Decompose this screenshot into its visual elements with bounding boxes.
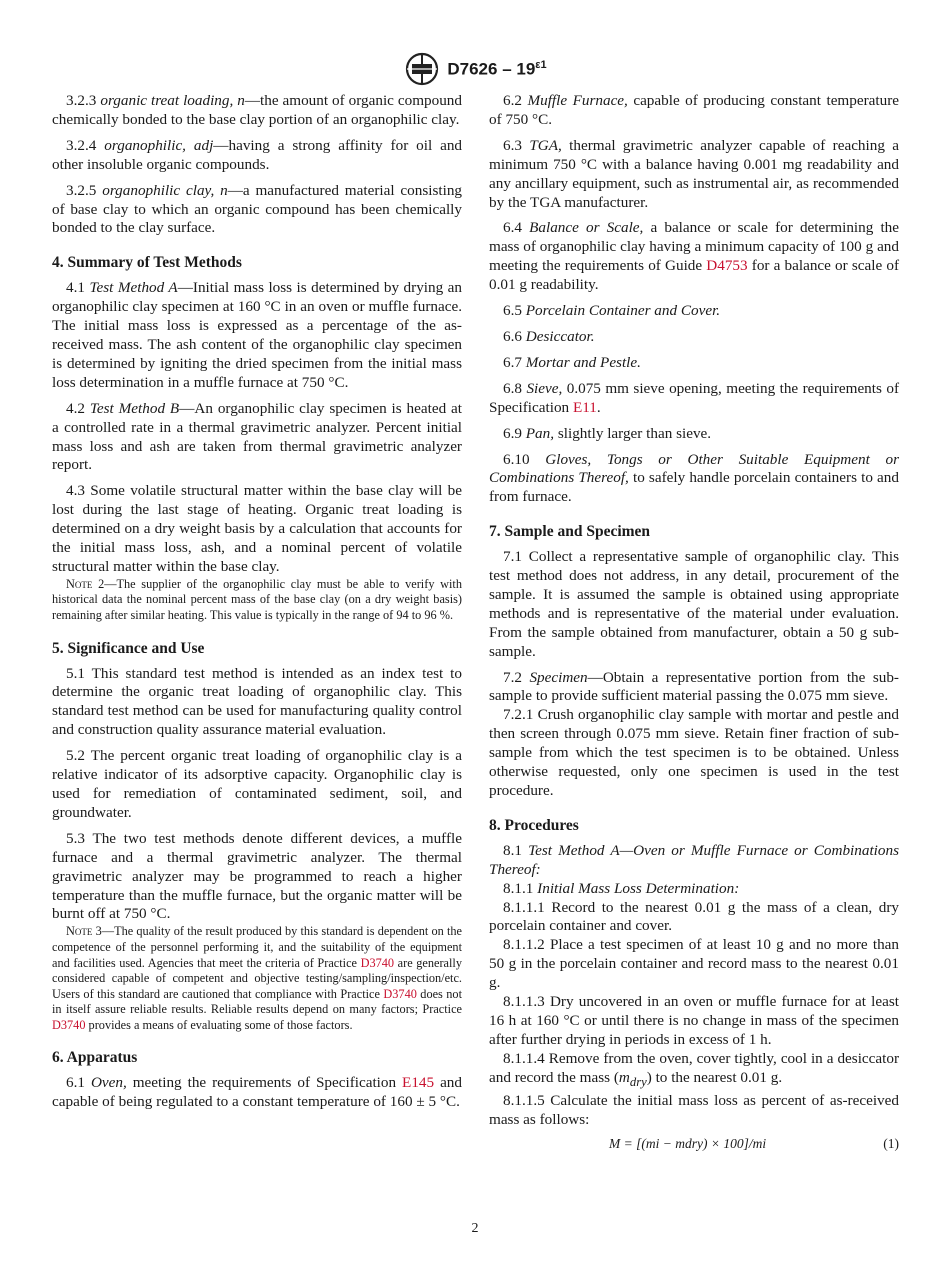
ref-link-d3740[interactable]: D3740 [360,955,395,970]
section-5-title: 5. Significance and Use [52,639,205,657]
designation: $D7626 - 19^{\varepsilon 1}$ [447,58,547,79]
equation-expression: M = [(mi − mdry) × 100]/mi [609,1136,767,1152]
para-7-2-1: 7.2.1 Crush organophilic clay sample with mortar and pestle and then screen through 0.075 mm sieve. Retain finer fraction of sub-sample from which the test specimen is to be obtained. Unless otherwise requested, only one specimen is used in the test procedure. [489,706,899,799]
note-2: Note 2—The supplier of the organophilic clay must be able to verify with historical data the nominal percent mass of the base clay (on a dry weight basis) remaining after similar heating. This value is typically in the range of 94 to 96 %. [52,576,462,623]
page-number: 2 [471,1221,479,1236]
para-6-7: 6.7 Mortar and Pestle. [503,353,641,371]
ref-link-d3740[interactable]: D3740 [52,1017,86,1032]
para-4-3: 4.3 Some volatile structural matter within the base clay will be lost during the last stage of heating. Organic treat loading is determined on a dry weight basis by a calculation that accounts for the initial mass loss, ash, and a nominal percent of volatile structural matter within the base clay. [52,482,462,575]
equation-1 [489,1133,899,1157]
page-header [0,52,950,86]
para-8-1-1-3: 8.1.1.3 Dry uncovered in an oven or muffle furnace for at least 16 h at 160 °C or until there is no change in mass of the specimen after further drying in periods in excess of 1 h. [489,993,899,1048]
para-4-2: 4.2 Test Method B—An organophilic clay specimen is heated at a controlled rate in a thermal gravimetric analyzer. Percent initial mass loss and ash are taken from thermal gravimetric analyzer report. [52,399,463,474]
para-8-1-1-4: 8.1.1.4 Remove from the oven, cover tightly, cool in a desiccator and record the mass $(m_{dry})$ to the nearest 0.01 g. [489,1049,900,1089]
right-column [489,92,899,1157]
para-6-8: 6.8 Sieve, 0.075 mm sieve opening, meeting the requirements of Specification E11. [489,379,900,416]
para-3-2-3: 3.2.3 organic treat loading, n—the amount of organic compound chemically bonded to the base clay portion of an organophilic clay. [52,92,462,128]
para-8-1-1: 8.1.1 Initial Mass Loss Determination: [503,879,740,897]
ref-link-e11[interactable]: E11 [572,398,597,416]
para-7-2: 7.2 Specimen—Obtain a representative portion from the sub-sample to provide sufficient material passing the 0.075 mm sieve. [489,668,899,705]
para-6-2: 6.2 Muffle Furnace, capable of producing constant temperature of 750 °C. [489,92,899,128]
para-8-1-1-2: 8.1.1.2 Place a test specimen of at least 10 g and no more than 50 g in the porcelain container and record mass to the nearest 0.01 g. [489,936,900,992]
ref-link-d4753[interactable]: D4753 [706,257,748,275]
para-5-3: 5.3 The two test methods denote different devices, a muffle furnace and a thermal gravimetric analyzer. The thermal gravimetric analyzer may be programmed to reach a higher temperature than the muffle furnace, but the organic matter will be burnt off at 750 °C. [52,829,462,923]
para-6-10: 6.10 Gloves, Tongs or Other Suitable Equipment or Combinations Thereof, to safely handle porcelain containers to and from furnace. [489,450,899,506]
para-5-1: 5.1 This standard test method is intended as an index test to determine the organic treat loading of organophilic clay. This standard test method can be used for manufacturing quality control and construction quality assurance material evaluation. [52,664,462,739]
para-4-1: 4.1 Test Method A—Initial mass loss is determined by drying an organophilic clay specimen at 160 °C in an oven or muffle furnace. The initial mass loss is expressed as a percentage of the as-received mass. The ash content of the organophilic clay specimen is determined by igniting the dried specimen from the initial mass loss determination in a muffle furnace at 750 °C. [52,279,463,391]
para-6-3: 6.3 TGA, thermal gravimetric analyzer capable of reaching a minimum 750 °C with a balance having 0.001 mg readability and any ancillary equipment, such as instrumental air, as recommended by the TGA manufacturer. [489,136,900,211]
left-column [52,92,462,1119]
para-8-1: 8.1 Test Method A—Oven or Muffle Furnace or Combinations Thereof: [489,841,900,878]
para-8-1-1-5: 8.1.1.5 Calculate the initial mass loss as percent of as-received mass as follows: [489,1091,899,1128]
equation-number: (1) [883,1136,899,1152]
para-3-2-5: 3.2.5 organophilic clay, n—a manufactured material consisting of base clay to which an organic compound has been chemically bonded to the clay surface. [52,181,463,237]
para-6-9: 6.9 Pan, slightly larger than sieve. [503,424,712,442]
para-8-1-1-1: 8.1.1.1 Record to the nearest 0.01 g the mass of a clean, dry porcelain container and cover. [489,898,899,935]
note-3: Note 3—The quality of the result produced by this standard is dependent on the competence of the personnel performing it, and the suitability of the equipment and facilities used. Agencies that meet the criteria of Practice D3740 are generally considered capable of competent and objective testing/sampling/inspection/etc. Users of this standard are cautioned that compliance with Practice D3740 does not in itself assure reliable results. Reliable results depend on many factors; Practice D3740 provides a means of evaluating some of those factors. [52,924,462,1032]
para-3-2-4: 3.2.4 organophilic, adj—having a strong affinity for oil and other insoluble organic compounds. [52,136,463,173]
section-6-title: 6. Apparatus [52,1049,138,1067]
para-6-6: 6.6 Desiccator. [503,327,595,345]
ref-link-e145[interactable]: E145 [402,1074,435,1092]
para-7-1: 7.1 Collect a representative sample of organophilic clay. This test method does not address, in any detail, procurement of the sample. It is assumed the sample is obtained using appropriate methods and is representative of the material under evaluation. From the sample obtained from manufacturer, obtain a 50 g sub-sample. [489,548,899,660]
section-8-title: 8. Procedures [489,816,579,834]
para-6-1: 6.1 Oven, meeting the requirements of Specification E145 and capable of being regulated to a constant temperature of 160 ± 5 °C. [52,1074,462,1111]
ref-link-d3740[interactable]: D3740 [383,986,417,1001]
para-6-5: 6.5 Porcelain Container and Cover. [503,302,721,320]
astm-logo-icon [403,52,441,86]
section-4-title: 4. Summary of Test Methods [52,254,242,272]
para-5-2: 5.2 The percent organic treat loading of organophilic clay is a relative indicator of its adsorptive capacity. Organophilic clay is used for remediation of contaminated sediment, soil, and groundwater. [52,747,462,821]
para-6-4: 6.4 Balance or Scale, a balance or scale for determining the mass of organophilic clay having a minimum capacity of 100 g and meeting the requirements of Guide D4753 for a balance or scale of 0.01 g readability. [489,219,900,294]
section-7-title: 7. Sample and Specimen [489,523,651,541]
